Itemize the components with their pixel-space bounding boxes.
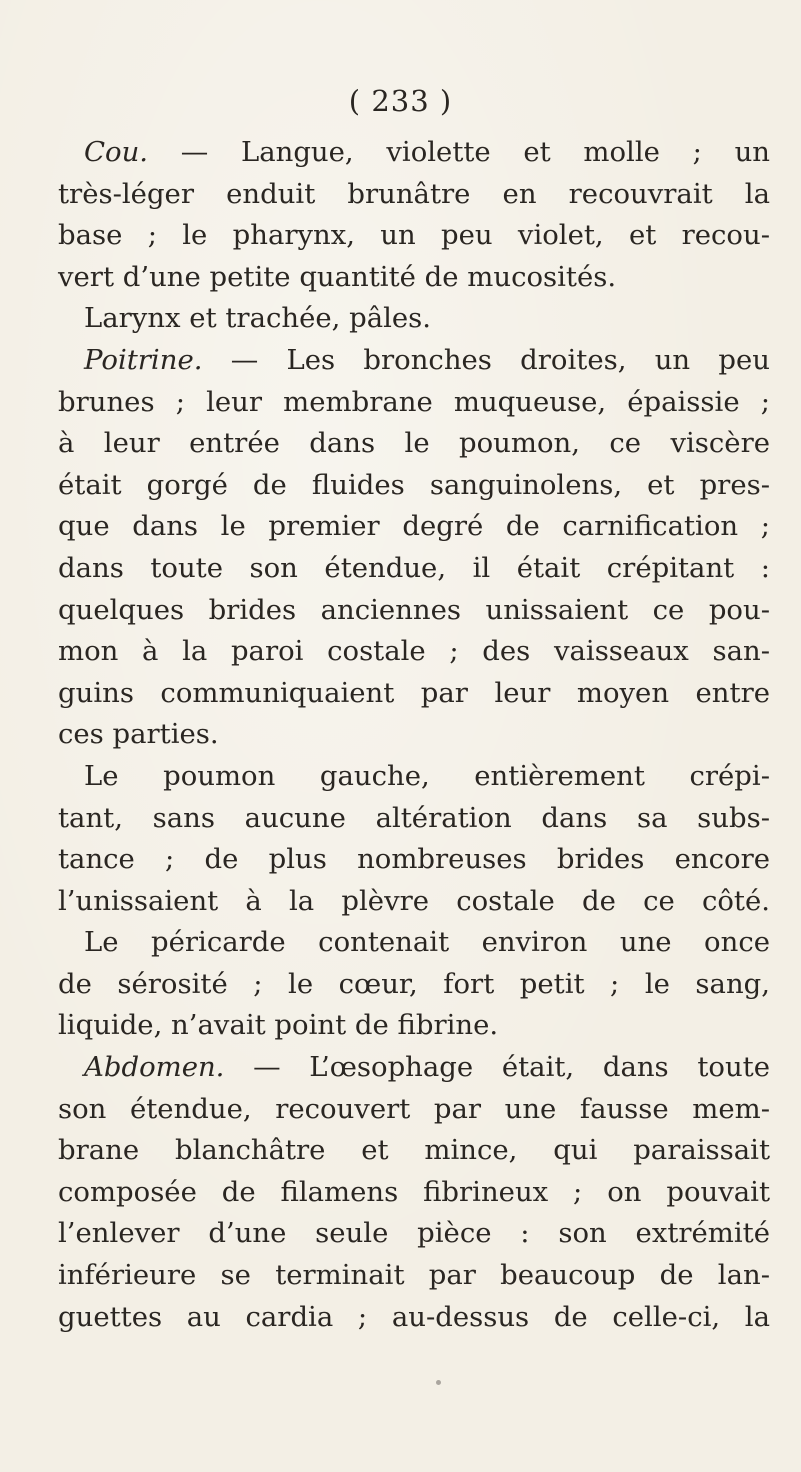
page-number: ( 233 ) xyxy=(348,84,453,118)
text-line: dans toute son étendue, il était crépitant : xyxy=(58,551,770,584)
text-line: brunes ; leur membrane muqueuse, épaissie ; xyxy=(58,385,770,418)
text-line xyxy=(58,132,770,174)
line-text: — Les bronches droites, un peu xyxy=(202,343,770,376)
text-line: que dans le premier degré de carnification ; xyxy=(58,510,770,543)
text-line: était gorgé de fluides sanguinolens, et pres- xyxy=(58,468,770,501)
text-line: guettes au cardia ; au-dessus de celle-ci, la xyxy=(58,1300,770,1333)
text-line: l’enlever d’une seule pièce : son extrémité xyxy=(58,1217,770,1250)
text-line: son étendue, recouvert par une fausse mem- xyxy=(58,1092,770,1125)
text-line: de sérosité ; le cœur, fort petit ; le sang, xyxy=(58,967,770,1000)
text-line xyxy=(58,1047,770,1089)
text-line: guins communiquaient par leur moyen entre xyxy=(58,676,770,709)
text-line: mon à la paroi costale ; des vaisseaux san- xyxy=(58,635,770,668)
section-heading-cou: Cou. xyxy=(84,136,149,168)
text-line: brane blanchâtre et mince, qui paraissait xyxy=(58,1134,770,1167)
text-line xyxy=(58,340,770,382)
line-text: — Langue, violette et molle ; un xyxy=(148,136,770,168)
line-text: — L’œsophage était, dans toute xyxy=(224,1051,770,1084)
text-line: à leur entrée dans le poumon, ce viscère xyxy=(58,427,770,460)
section-heading-abdomen: Abdomen. xyxy=(84,1051,225,1084)
paper-speck xyxy=(436,1380,441,1385)
text-line: liquide, n’avait point de fibrine. xyxy=(58,1009,499,1042)
text-line: tance ; de plus nombreuses brides encore xyxy=(58,843,770,876)
text-line: ces parties. xyxy=(58,718,219,751)
text-line: très-léger enduit brunâtre en recouvrait la xyxy=(58,177,770,210)
text-line: Larynx et trachée, pâles. xyxy=(84,302,432,335)
text-line: composée de filamens fibrineux ; on pouvait xyxy=(58,1175,770,1208)
section-heading-poitrine: Poitrine. xyxy=(84,343,203,376)
body-text xyxy=(58,132,770,1338)
text-line: quelques brides anciennes unissaient ce pou- xyxy=(58,593,770,626)
text-line: tant, sans aucune altération dans sa subs- xyxy=(58,801,770,834)
text-line: base ; le pharynx, un peu violet, et recou- xyxy=(58,219,770,252)
text-line: vert d’une petite quantité de mucosités. xyxy=(58,260,617,293)
text-line: l’unissaient à la plèvre costale de ce côté. xyxy=(58,884,770,917)
text-line: inférieure se terminait par beaucoup de lan- xyxy=(58,1259,770,1292)
text-line: Le poumon gauche, entièrement crépi- xyxy=(84,759,770,792)
text-line: Le péricarde contenait environ une once xyxy=(84,926,770,959)
